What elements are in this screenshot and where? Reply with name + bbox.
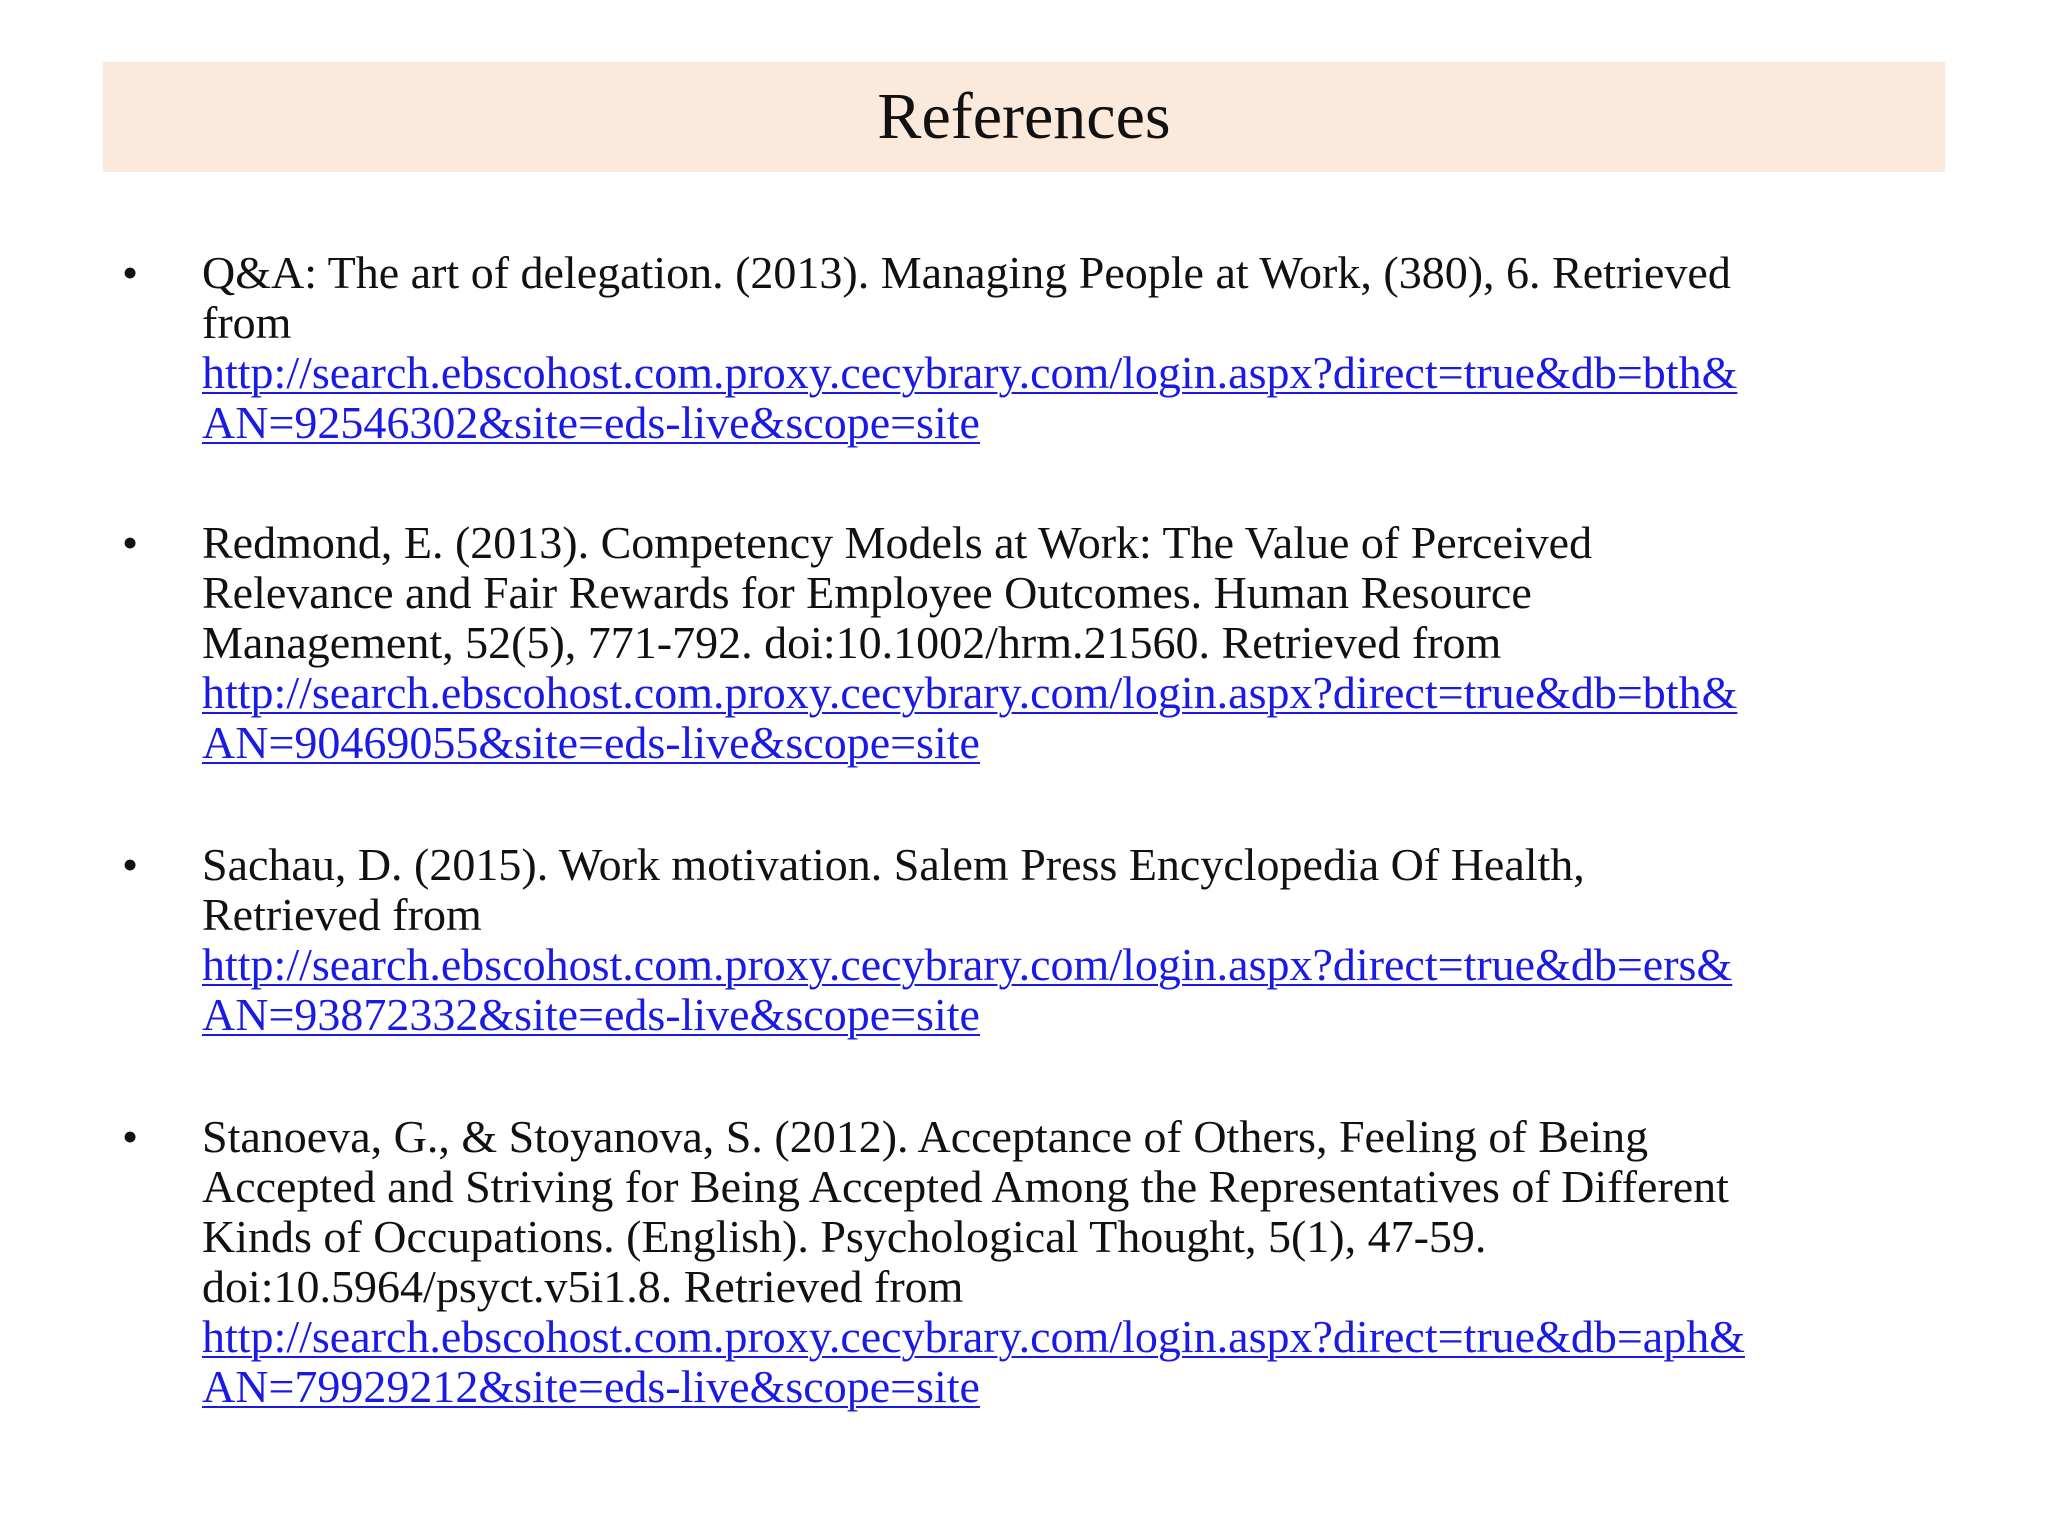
reference-link-line: http://search.ebscohost.com.proxy.cecybrary.com/login.aspx?direct=true&db=bth&: [202, 667, 1738, 718]
reference-link-line: http://search.ebscohost.com.proxy.cecybrary.com/login.aspx?direct=true&db=ers&: [202, 939, 1733, 990]
reference-link[interactable]: [202, 718, 1962, 768]
reference-link-line: AN=92546302&site=eds-live&scope=site: [202, 397, 980, 448]
reference-link-line: AN=90469055&site=eds-live&scope=site: [202, 717, 980, 768]
slide-title: References: [877, 80, 1171, 153]
reference-text-line: Management, 52(5), 771-792. doi:10.1002/hrm.21560. Retrieved from: [202, 617, 1502, 668]
reference-link[interactable]: [202, 1362, 1962, 1412]
reference-link[interactable]: [202, 940, 1962, 990]
reference-text-line: Redmond, E. (2013). Competency Models at Work: The Value of Perceived: [202, 517, 1593, 568]
reference-link[interactable]: [202, 348, 1962, 398]
reference-text: [202, 518, 1962, 768]
reference-text-line: Retrieved from: [202, 889, 482, 940]
reference-link[interactable]: [202, 668, 1962, 718]
reference-text-line: Accepted and Striving for Being Accepted Among the Representatives of Different: [202, 1161, 1729, 1212]
reference-link[interactable]: [202, 1312, 1962, 1362]
bullet-point: •: [122, 839, 139, 890]
reference-text-line: Relevance and Fair Rewards for Employee Outcomes. Human Resource: [202, 567, 1532, 618]
reference-text-line: from: [202, 297, 292, 348]
reference-link-line: AN=93872332&site=eds-live&scope=site: [202, 989, 980, 1040]
reference-text-line: Kinds of Occupations. (English). Psychological Thought, 5(1), 47-59.: [202, 1211, 1487, 1262]
reference-text-line: doi:10.5964/psyct.v5i1.8. Retrieved from: [202, 1261, 964, 1312]
reference-link-line: http://search.ebscohost.com.proxy.cecybrary.com/login.aspx?direct=true&db=bth&: [202, 347, 1738, 398]
bullet-point: •: [122, 1111, 139, 1162]
bullet-point: •: [122, 247, 139, 298]
reference-text-line: Sachau, D. (2015). Work motivation. Salem Press Encyclopedia Of Health,: [202, 839, 1585, 890]
reference-link[interactable]: [202, 990, 1962, 1040]
bullet-point: •: [122, 517, 139, 568]
reference-text-line: Q&A: The art of delegation. (2013). Managing People at Work, (380), 6. Retrieved: [202, 247, 1731, 298]
reference-link-line: AN=79929212&site=eds-live&scope=site: [202, 1361, 980, 1412]
reference-text: [202, 840, 1962, 1040]
reference-link[interactable]: [202, 398, 1962, 448]
reference-text-line: Stanoeva, G., & Stoyanova, S. (2012). Acceptance of Others, Feeling of Being: [202, 1111, 1649, 1162]
reference-text: [202, 248, 1962, 448]
reference-text: [202, 1112, 1962, 1412]
reference-link-line: http://search.ebscohost.com.proxy.cecybrary.com/login.aspx?direct=true&db=aph&: [202, 1311, 1745, 1362]
